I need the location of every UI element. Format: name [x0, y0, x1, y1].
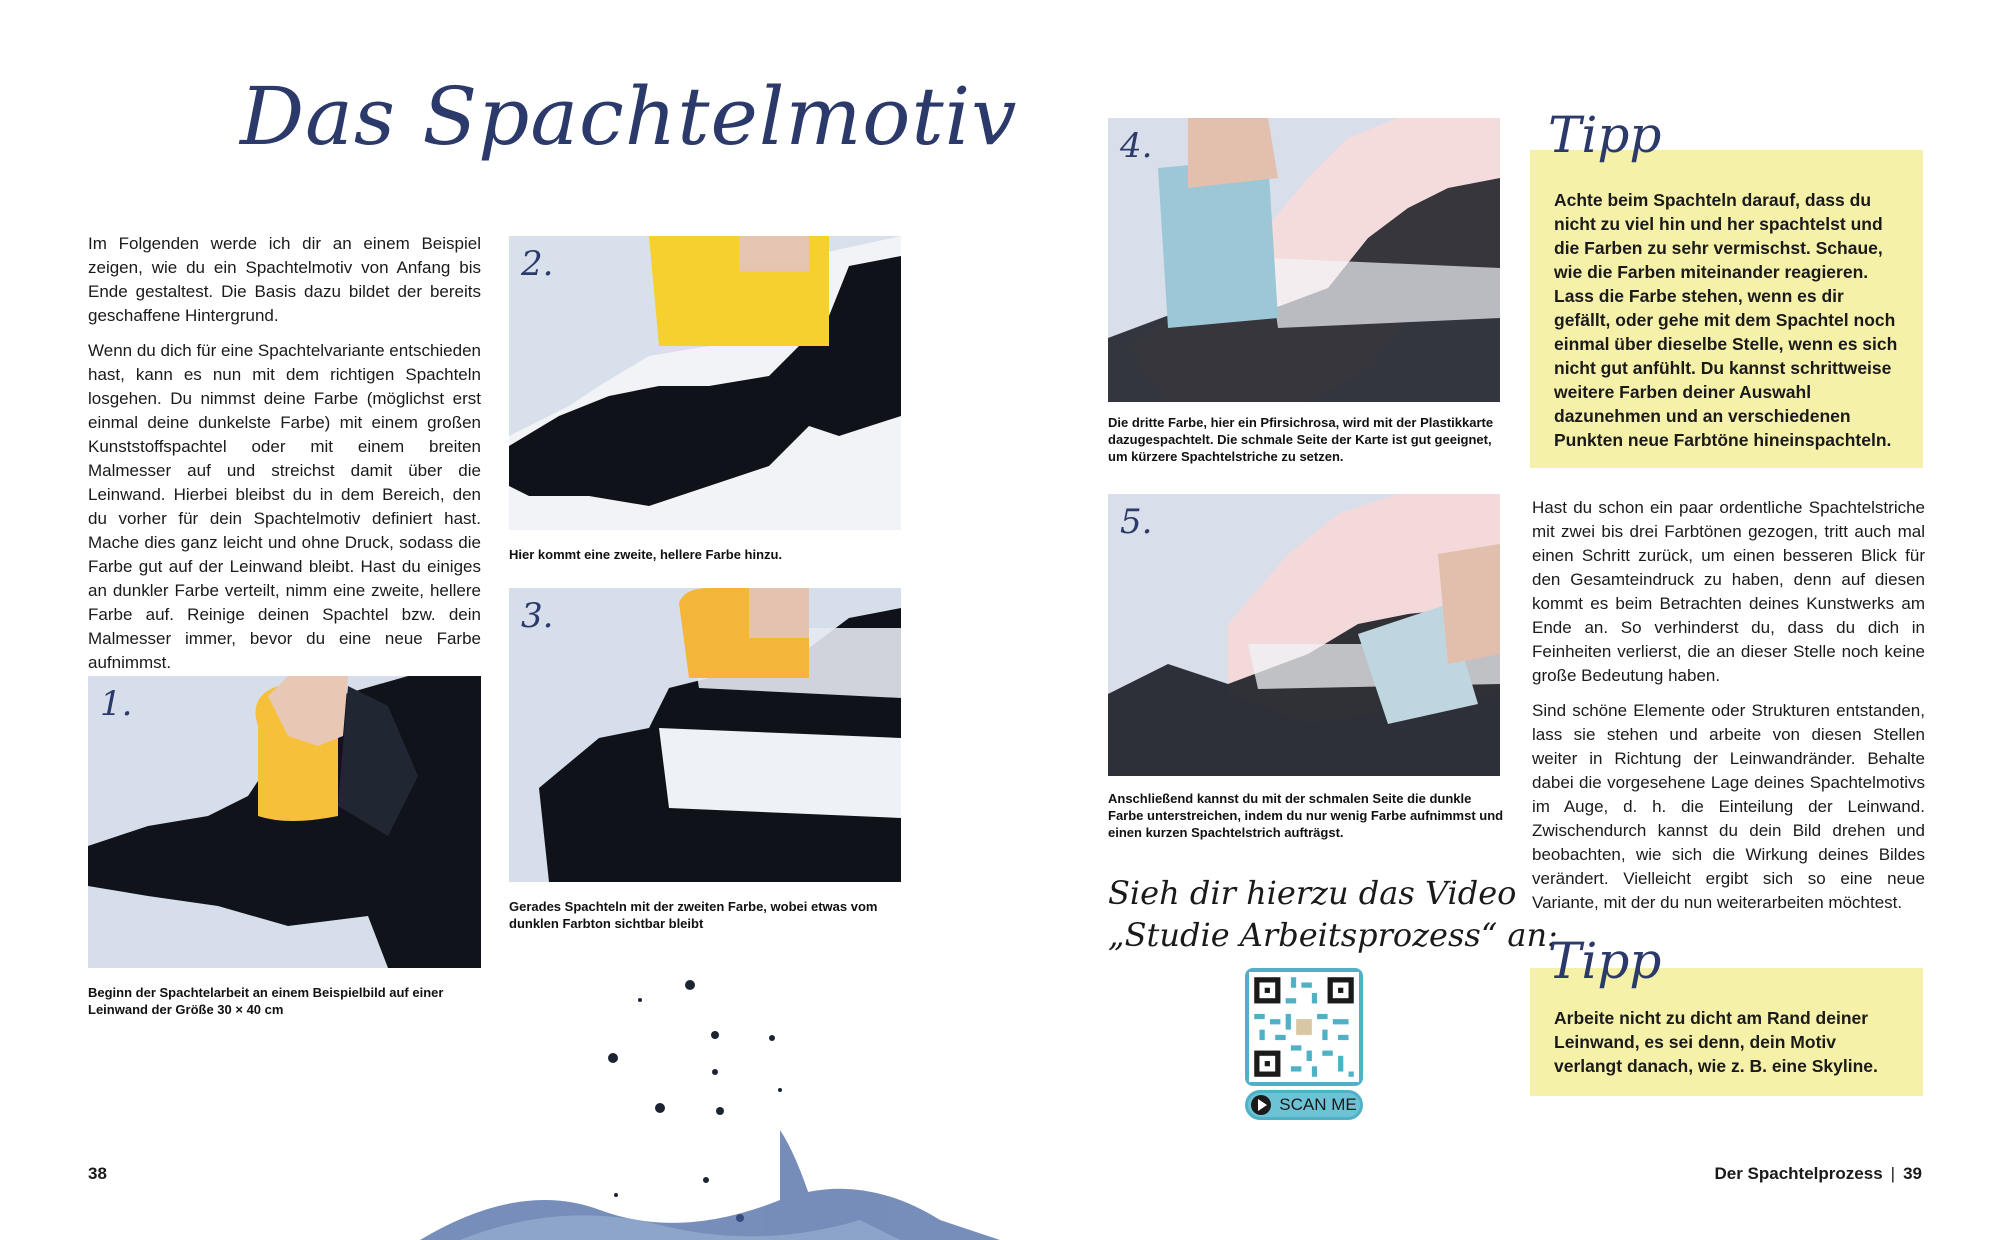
paint-canvas-image [1108, 118, 1500, 402]
step-3-photo [509, 588, 901, 882]
right-text-column [1532, 496, 1925, 926]
footer-separator: | [1890, 1164, 1896, 1183]
paint-canvas-image [509, 588, 901, 882]
step-2-photo [509, 236, 901, 530]
paint-splatter-decoration [400, 930, 1100, 1240]
step-1-caption: Beginn der Spachtelarbeit an einem Beispielbild auf einer Leinwand der Größe 30 × 40 cm [88, 985, 444, 1017]
scan-me-label: SCAN ME [1279, 1095, 1357, 1114]
video-note [1108, 872, 1558, 956]
step-number: 3. [521, 596, 554, 636]
step-number: 1. [100, 684, 133, 724]
left-page-number: 38 [88, 1164, 107, 1183]
paragraph: Sind schöne Elemente oder Strukturen entstanden, lass sie stehen und arbeite von diesen Stellen weiter in Richtung der Leinwandränder. Behalte dabei die vorgesehene Lage deines Spachtelmotivs im Auge, d. h. die Einteilung der Leinwand. Zwischendurch kannst du dein Bild drehen und beobachten, wie sich die Wirkung deines Bildes verändert. Vielleicht ergibt sich so eine neue Variante, mit der du nun weiterarbeiten möchtest. [1532, 701, 1925, 912]
paragraph: Im Folgenden werde ich dir an einem Beispiel zeigen, wie du ein Spachtelmotiv von Anfang bis Ende gestaltest. Die Basis dazu bildet der bereits geschaffene Hintergrund. [88, 234, 481, 325]
step-3-caption: Gerades Spachteln mit der zweiten Farbe, wobei etwas vom dunklen Farbton sichtbar bleibt [509, 899, 878, 931]
paragraph: Wenn du dich für eine Spachtelvariante entschieden hast, kann es nun mit dem richtigen Spachteln losgehen. Du nimmst deine Farbe (möglichst erst einmal deine dunkelste Farbe) mit einem großen Kunststoffspachtel oder mit einem breiten Malmesser auf und streichst damit über die Leinwand. Hierbei bleibst du in dem Bereich, den du vorher für dein Spachtelmotiv definiert hast. Mache dies ganz leicht und ohne Druck, sodass die Farbe gut auf der Leinwand bleibt. Hast du einiges an dunkler Farbe verteilt, nimm eine zweite, hellere Farbe auf. Reinige deinen Spachtel bzw. dein Malmesser immer, bevor du eine neue Farbe aufnimmst. [88, 341, 481, 672]
tipp-text: Achte beim Spachteln darauf, dass du nicht zu viel hin und her spachtelst und die Farben zu sehr vermischst. Schaue, wie die Farben miteinander reagieren. Lass die Farbe stehen, wenn es dir gefällt, oder gehe mit dem Spachtel noch einmal über dieselbe Stelle, wenn es sich nicht gut anfühlt. Du kannst schrittweise weitere Farben deiner Auswahl dazunehmen und an verschiedenen Punkten neue Farbtöne hineinspachteln. [1554, 190, 1898, 450]
step-2-caption: Hier kommt eine zweite, hellere Farbe hinzu. [509, 547, 783, 562]
tipp-heading: Tipp [1548, 932, 1662, 990]
tipp-box [1530, 150, 1923, 468]
right-footer [1714, 1164, 1922, 1184]
page-title: Das Spachtelmotiv [240, 70, 1018, 163]
step-5-caption: Anschließend kannst du mit der schmalen Seite die dunkle Farbe unterstreichen, indem du nur wenig Farbe aufnimmst und einen kurzen Spachtelstrich aufträgst. [1108, 791, 1504, 840]
step-number: 2. [521, 244, 554, 284]
qr-code[interactable] [1245, 968, 1363, 1086]
paragraph: Hast du schon ein paar ordentliche Spachtelstriche mit zwei bis drei Farbtönen gezogen, tritt auch mal einen Schritt zurück, um einen besseren Blick für den Gesamteindruck zu haben, denn auf diesen kommt es beim Betrachten deines Kunstwerks am Ende an. So verhinderst du, dass du dich in Feinheiten verlierst, die an dieser Stelle noch keine große Bedeutung haben. [1532, 498, 1925, 685]
tipp-heading: Tipp [1548, 106, 1662, 164]
scan-me-button[interactable] [1245, 1090, 1363, 1120]
step-number: 5. [1120, 502, 1153, 542]
left-text-column [88, 232, 481, 686]
step-1-photo [88, 676, 481, 968]
paint-canvas-image [88, 676, 481, 968]
step-4-caption: Die dritte Farbe, hier ein Pfirsichrosa, wird mit der Plastikkarte dazugespachtelt. Die schmale Seite der Karte ist gut geeignet, um kürzere Spachtelstriche zu setzen. [1108, 415, 1494, 464]
paint-canvas-image [509, 236, 901, 530]
paint-canvas-image [1108, 494, 1500, 776]
step-4-photo [1108, 118, 1500, 402]
step-number: 4. [1120, 126, 1153, 166]
step-5-photo [1108, 494, 1500, 776]
play-icon [1251, 1095, 1271, 1115]
right-page-number: 39 [1903, 1164, 1922, 1183]
video-note-line-2: „Studie Arbeitsprozess“ an: [1108, 916, 1558, 954]
qr-code-icon [1249, 972, 1359, 1082]
tipp-text: Arbeite nicht zu dicht am Rand deiner Leinwand, es sei denn, dein Motiv verlangt danach, wie z. B. eine Skyline. [1554, 1008, 1878, 1076]
video-note-line-1: Sieh dir hierzu das Video [1108, 874, 1517, 912]
section-title: Der Spachtelprozess [1714, 1164, 1883, 1183]
